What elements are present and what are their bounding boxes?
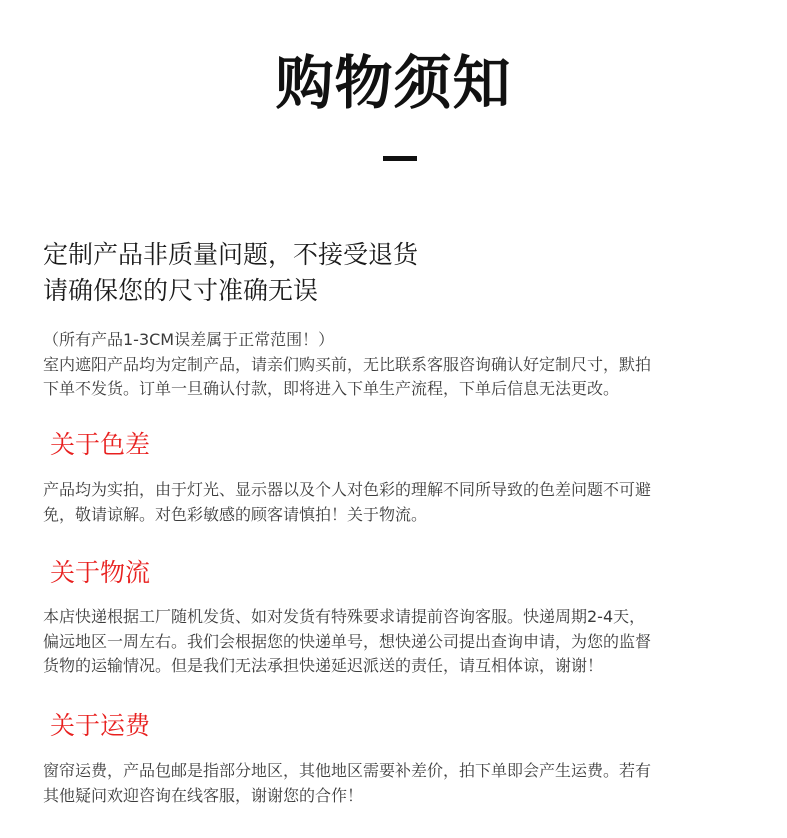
- section-line: 偏远地区一周左右。我们会根据您的快递单号，想快递公司提出查询申请，为您的监督: [43, 631, 652, 651]
- section-title-color-difference: 关于色差: [50, 430, 151, 459]
- intro-note: （所有产品1-3CM误差属于正常范围！）: [43, 330, 335, 349]
- intro-block: [43, 328, 743, 402]
- section-line: 其他疑问欢迎咨询在线客服，谢谢您的合作！: [43, 785, 364, 805]
- section-title-logistics: 关于物流: [50, 558, 151, 587]
- section-body-color-difference: [43, 478, 743, 527]
- intro-line: 下单不发货。订单一旦确认付款，即将进入下单生产流程，下单后信息无法更改。: [43, 379, 620, 398]
- headline: [43, 237, 418, 309]
- title-divider: [383, 156, 417, 161]
- section-line: 本店快递根据工厂随机发货、如对发货有特殊要求请提前咨询客服。快递周期2-4天，: [43, 607, 646, 626]
- headline-line: 请确保您的尺寸准确无误: [43, 276, 319, 305]
- section-title-shipping-fee: 关于运费: [50, 711, 151, 740]
- headline-line: 定制产品非质量问题，不接受退货: [43, 240, 419, 269]
- section-line: 货物的运输情况。但是我们无法承担快递延迟派送的责任，请互相体谅，谢谢！: [43, 656, 604, 675]
- section-line: 产品均为实拍，由于灯光、显示器以及个人对色彩的理解不同所导致的色差问题不可避: [43, 480, 652, 499]
- section-body-logistics: [43, 605, 743, 679]
- section-body-shipping-fee: [43, 759, 743, 808]
- section-line: 窗帘运费，产品包邮是指部分地区，其他地区需要补差价，拍下单即会产生运费。若有: [43, 761, 652, 780]
- intro-line: 室内遮阳产品均为定制产品，请亲们购买前，无比联系客服咨询确认好定制尺寸，默拍: [43, 354, 652, 374]
- section-line: 免，敬请谅解。对色彩敏感的顾客请慎拍！关于物流。: [43, 504, 428, 524]
- page-title: 购物须知: [275, 49, 512, 117]
